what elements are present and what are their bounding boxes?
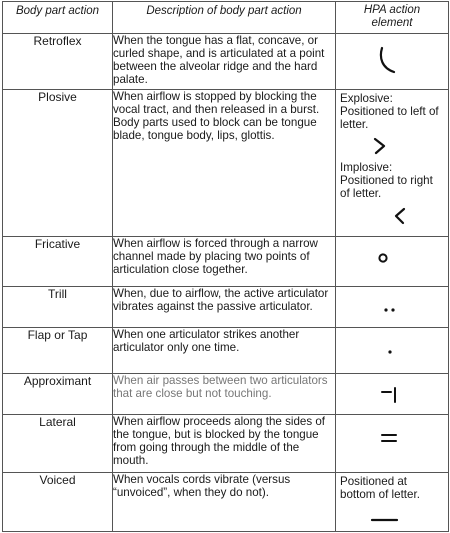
body-part-cell: Lateral <box>3 415 113 473</box>
description-cell: When air passes between two articulators that are close but not touching. <box>113 374 336 415</box>
element-cell <box>336 34 449 90</box>
two-dots-icon <box>382 306 398 314</box>
table-row <box>3 287 449 328</box>
table-row <box>3 473 449 532</box>
element-cell <box>336 90 449 237</box>
header-description: Description of body part action <box>113 2 336 34</box>
table-row <box>3 34 449 90</box>
description-cell: When airflow proceeds along the sides of the tongue, but is blocked by the tongue from going through the middle of the mouth. <box>113 415 336 473</box>
table-row <box>3 328 449 374</box>
description-cell: When, due to airflow, the active articulator vibrates against the passive articulator. <box>113 287 336 328</box>
left-angle-bracket-icon <box>392 206 408 226</box>
description-cell: When airflow is forced through a narrow channel made by placing two points of articulation close together. <box>113 237 336 287</box>
element-cell <box>336 237 449 287</box>
implosive-note: Implosive: Positioned to right of letter. <box>340 161 433 200</box>
body-part-cell: Approximant <box>3 374 113 415</box>
underline-bar-icon <box>370 517 400 523</box>
body-part-cell: Retroflex <box>3 34 113 90</box>
table-row <box>3 374 449 415</box>
element-cell <box>336 328 449 374</box>
body-part-cell: Flap or Tap <box>3 328 113 374</box>
double-line-icon <box>380 431 400 445</box>
description-cell: When airflow is stopped by blocking the vocal tract, and then released in a burst. Body parts used to block can be tongue blade, tongue body, lips, glottis. <box>113 90 336 237</box>
element-cell <box>336 415 449 473</box>
table-row <box>3 90 449 237</box>
header-row <box>3 2 449 34</box>
body-part-cell: Fricative <box>3 237 113 287</box>
description-cell: When vocals cords vibrate (versus “unvoiced”, when they do not). <box>113 473 336 532</box>
description-cell: When the tongue has a flat, concave, or curled shape, and is articulated at a point between the alveolar ridge and the hard palate. <box>113 34 336 90</box>
small-circle-icon <box>376 251 390 265</box>
table-row <box>3 415 449 473</box>
header-hpa-action-element: HPA action element <box>336 2 449 34</box>
dash-bar-icon <box>380 385 402 405</box>
description-cell: When one articulator strikes another articulator only one time. <box>113 328 336 374</box>
element-cell <box>336 374 449 415</box>
voiced-note: Positioned at bottom of letter. <box>340 475 420 501</box>
element-cell <box>336 287 449 328</box>
table-row <box>3 237 449 287</box>
explosive-note: Explosive: Positioned to left of letter. <box>340 92 439 131</box>
element-cell <box>336 473 449 532</box>
body-part-cell: Voiced <box>3 473 113 532</box>
body-part-cell: Plosive <box>3 90 113 237</box>
hpa-action-table <box>2 1 449 532</box>
single-dot-icon <box>386 348 394 356</box>
right-angle-bracket-icon <box>372 136 388 156</box>
curved-stroke-icon <box>376 46 400 76</box>
header-body-part-action: Body part action <box>3 2 113 34</box>
body-part-cell: Trill <box>3 287 113 328</box>
